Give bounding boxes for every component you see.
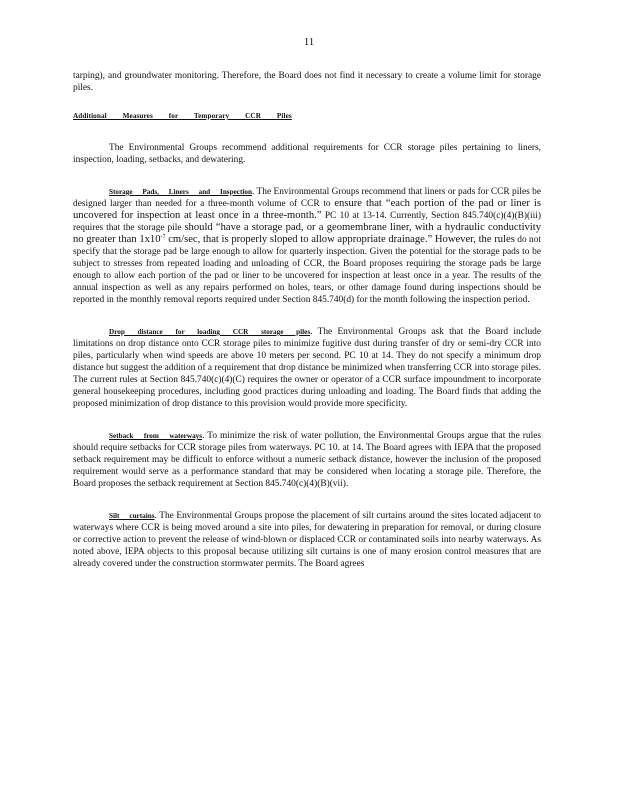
runin-heading-drop-distance: Drop distance for loading CCR storage piles — [109, 328, 311, 336]
storage-pads-text-3: do not specify that the storage pad be large enough to allow for quarterly inspection. Given the potential for the storage pads to be subject to stresses from repeated loading and unloading of CCR, the Board proposes requiring the storage pads be large enough to allow each portion of the pad or liner to be uncovered for inspection at least once in a year. The results of the annual inspection as well as any repairs performed on holes, tears, or other damage found during inspections should be reported in the monthly removal reports required under Section 845.740(d) for the month following the inspection period. — [73, 235, 541, 305]
storage-pads-quote-3: cm/sec, that is properly sloped to allow appropriate drainage.” However, the rules — [165, 234, 515, 245]
drop-distance-text: . The Environmental Groups ask that the Board include limitations on drop distance onto CCR storage piles to minimize fugitive dust during transfer of dry or semi-dry CCR into piles, particularly when wind speeds are above 10 meters per second. PC 10 at 14. They do not specify a minimum drop distance but suggest the addition of a requirement that drop distance be minimized when transferring CCR into storage piles. The current rules at Section 845.740(c)(4)(C) requires the owner or operator of a CCR surface impoundment to incorporate general housekeeping procedures, including good practices during unloading and loading. The Board finds that adding the proposed minimization of drop distance to this provision would provide more specificity. — [73, 327, 541, 409]
storage-pads-quote-2: should “have a storage pad, or a geomembrane liner, with a hydraulic conductivity no greater than 1x10 — [73, 222, 541, 245]
superscript-exponent: -7 — [160, 233, 166, 240]
silt-curtains-text: . The Environmental Groups propose the placement of silt curtains around the sites located adjacent to waterways where CCR is being moved around a site into piles, for dewatering in preparation for removal, or during closure or corrective action to prevent the release of wind-blown or displaced CCR or contaminated soils into nearby waterways. As noted above, IEPA objects to this proposal because utilizing silt curtains is one of many erosion control measures that are already covered under the construction stormwater permits. The Board agrees — [73, 511, 541, 569]
storage-pads-text-2: PC 10 at 13-14. Currently, Section 845.740(c)(4)(B)(iii) requires that the storage pile — [73, 211, 541, 233]
paragraph-intro: The Environmental Groups recommend additional requirements for CCR storage piles pertaining to liners, inspection, loading, setbacks, and dewatering. — [73, 143, 541, 165]
runin-heading-setback: Setback from waterways — [109, 432, 203, 440]
section-heading-text: Additional Measures for Temporary CCR Piles — [73, 112, 292, 120]
page-number: 11 — [303, 36, 315, 48]
storage-pads-quote-1: ensure that “each portion of the pad or liner is uncovered for inspection at least once in a three-month.” — [73, 198, 541, 221]
paragraph-storage-pads — [73, 186, 541, 306]
runin-heading-storage-pads: Storage Pads, Liners and Inspection — [109, 188, 252, 196]
paragraph-setback — [73, 430, 541, 490]
paragraph-silt-curtains — [73, 510, 541, 570]
setback-text: . To minimize the risk of water pollution, the Environmental Groups argue that the rules should require setbacks for CCR storage piles from waterways. PC 10. at 14. The Board agrees with IEPA that the proposed setback requirement may be difficult to enforce without a numeric setback distance, however the inclusion of the proposed requirement would serve as a performance standard that may be considered when locating a storage pile. Therefore, the Board proposes the setback requirement at Section 845.740(c)(4)(B)(vii). — [73, 431, 541, 489]
section-heading — [73, 110, 541, 122]
storage-pads-text-1: . The Environmental Groups recommend that liners or pads for CCR piles be designed larger than needed for a three-month volume of CCR to — [73, 187, 541, 209]
runin-heading-silt-curtains: Silt curtains — [109, 512, 155, 520]
document-body — [73, 70, 541, 570]
paragraph-drop-distance — [73, 326, 541, 410]
paragraph-volume-limit: tarping), and groundwater monitoring. Therefore, the Board does not find it necessary to create a volume limit for storage piles. — [73, 71, 541, 93]
